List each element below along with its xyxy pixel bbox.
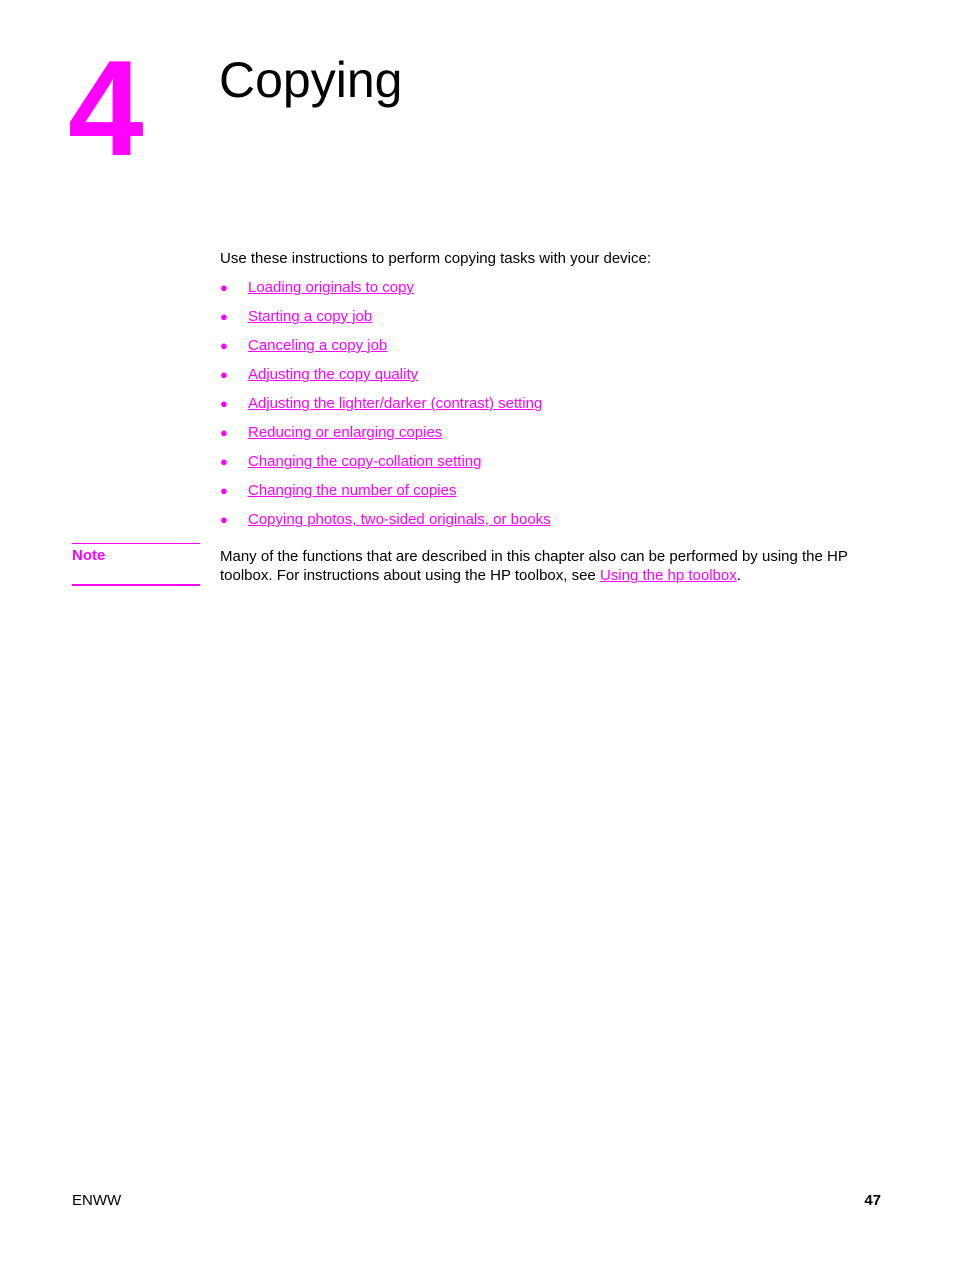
link-starting-copy-job[interactable]: Starting a copy job: [248, 308, 373, 325]
note-text-end: .: [736, 567, 741, 584]
link-loading-originals[interactable]: Loading originals to copy: [248, 279, 414, 296]
chapter-title: Copying: [219, 52, 403, 108]
list-item: [220, 482, 551, 511]
bullet-icon: ●: [220, 396, 228, 411]
link-canceling-copy-job[interactable]: Canceling a copy job: [248, 337, 388, 354]
footer-left: ENWW: [72, 1192, 122, 1209]
note-text: [220, 547, 890, 585]
list-item: [220, 453, 551, 482]
chapter-number: 4: [68, 32, 142, 184]
list-item: [220, 366, 551, 395]
list-item: [220, 395, 551, 424]
note-text-body: Many of the functions that are described in this chapter also can be performed by using the HP toolbox. For instructions about using the HP toolbox, see: [220, 548, 848, 584]
topic-list: [220, 279, 551, 540]
link-copy-collation[interactable]: Changing the copy-collation setting: [248, 453, 482, 470]
list-item: [220, 511, 551, 540]
bullet-icon: ●: [220, 309, 228, 324]
bullet-icon: ●: [220, 425, 228, 440]
bullet-icon: ●: [220, 280, 228, 295]
bullet-icon: ●: [220, 338, 228, 353]
bullet-icon: ●: [220, 483, 228, 498]
bullet-icon: ●: [220, 454, 228, 469]
page-number: 47: [864, 1192, 881, 1209]
bullet-icon: ●: [220, 367, 228, 382]
link-number-of-copies[interactable]: Changing the number of copies: [248, 482, 457, 499]
list-item: [220, 308, 551, 337]
note-label-box: [72, 543, 200, 586]
link-adjusting-contrast[interactable]: Adjusting the lighter/darker (contrast) setting: [248, 395, 543, 412]
link-copying-photos-books[interactable]: Copying photos, two-sided originals, or books: [248, 511, 551, 528]
note-label: Note: [72, 547, 106, 564]
link-adjusting-copy-quality[interactable]: Adjusting the copy quality: [248, 366, 419, 383]
bullet-icon: ●: [220, 512, 228, 527]
link-reducing-enlarging[interactable]: Reducing or enlarging copies: [248, 424, 443, 441]
list-item: [220, 279, 551, 308]
link-using-hp-toolbox[interactable]: Using the hp toolbox: [599, 567, 737, 584]
list-item: [220, 424, 551, 453]
list-item: [220, 337, 551, 366]
intro-text: Use these instructions to perform copying tasks with your device:: [220, 250, 652, 267]
